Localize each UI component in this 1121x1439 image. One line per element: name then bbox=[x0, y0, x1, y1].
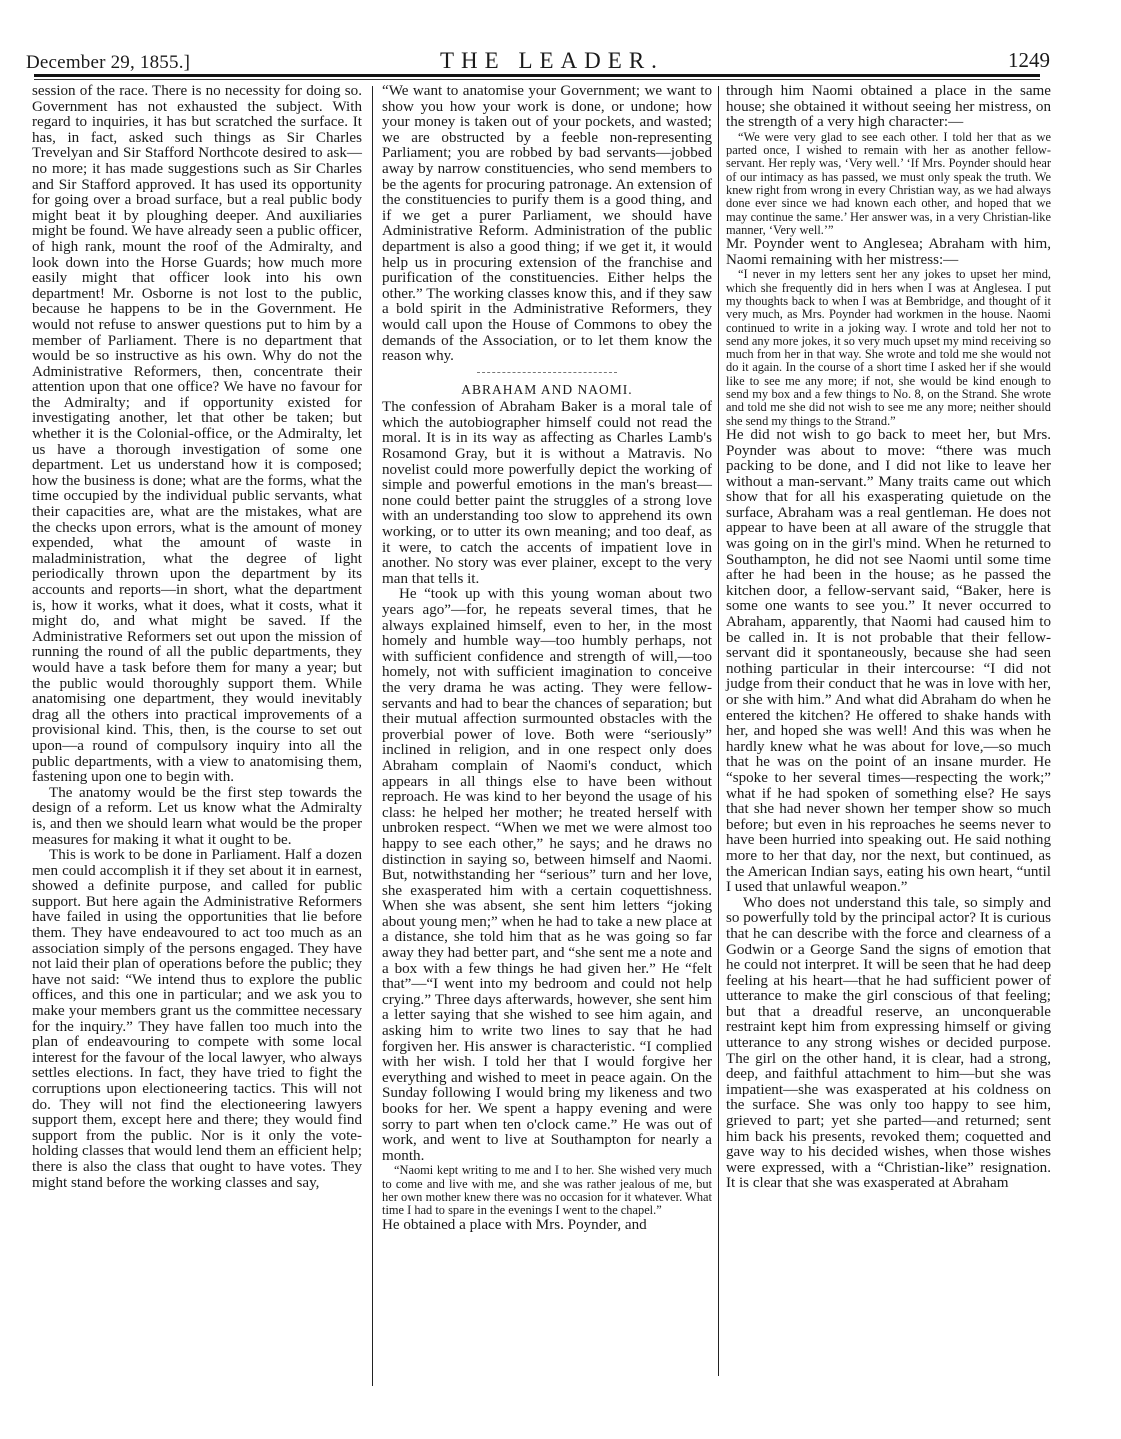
header-rule-thin bbox=[34, 79, 1040, 80]
article-paragraph: session of the race. There is no necessity for doing so. Government has not exhausted the subject. With regard to inquiries, it has but scratched the surface. It has, in fact, asked such things as Sir Charles Trevelyan and Sir Stafford Northcote desired to ask—no more; it has made suggestions such as Sir Charles and Sir Stafford approved. It has used its opportunity for going over a broad surface, but a real public body might beat it by ploughing deeper. And auxiliaries might be found. We have already seen a public officer, of high rank, mount the roof of the Admiralty, and look down into the Horse Guards; how much more easily might that officer look into his own department! Mr. Osborne is not lost to the public, because he happens to be in the Government. He would not refuse to answer questions put to him by a member of Parliament. There is no department that would be so instructive as his own. Why do not the Administrative Reformers, then, concentrate their attention upon that one office? We have no favour for the Admiralty; and if opportunity existed for investigating another, let that other be taken; but whether it is the Colonial-office, or the Admiralty, let us have a thorough investigation of some one department. Let us understand how it is composed; how the business is done; what are the forms, what the time occupied by the individual public servants, what their capacities are, what are the mistakes, what are the checks upon errors, what is the amount of money expended, what the amount of waste in maladministration, what the degree of light periodically thrown upon the department by its accounts and reports—in short, what the department is, how it works, what it does, what it costs, what it might do, and what might be saved. If the Administrative Reformers set out upon the mission of running the round of all the public departments, they would have a task before them for many a year; but the public would thoroughly support them. While anatomising one department, they would inevitably drag all the others into practical improvements of a provisional kind. This, then, is the course to set out upon—a round of compulsory inquiry into all the public departments, with a view to anatomising them, fastening upon one to begin with. bbox=[32, 83, 362, 786]
block-quote: “We were very glad to see each other. I told her that as we parted once, I wished to remain with her as another fellow-servant. Her reply was, ‘Very well.’ ‘If Mrs. Poynder should hear of our intimacy as has passed, we must only speak the truth. We knew right from wrong in every Christian way, as we had always done ever since we had known each other, and hoped that we may continue the same.’ Her answer was, in a very Christian-like manner, ‘Very well.’” bbox=[726, 129, 1051, 237]
block-quote: “I never in my letters sent her any jokes to upset her mind, which she frequently did in hers when I was at Anglesea. I put my thoughts back to when I was at Bembridge, and thought of it very much, as Mrs. Poynder had workmen in the house. Naomi continued to write in a joking way. I wrote and told her not to send any more jokes, it so very much upset my mind receiving so much from her in that way. She wrote and told me she would not do it again. In the course of a short time I asked her if she would like to see me any more; if not, she would be kind enough to send my box and a few things to No. 8, on the Strand. She wrote and told me she did not wish to see me any more; neither should she send my things to the Strand.” bbox=[726, 267, 1051, 428]
section-heading: ABRAHAM AND NAOMI. bbox=[461, 381, 633, 397]
column-1 bbox=[32, 84, 362, 1191]
article-paragraph: “We want to anatomise your Government; we want to show you how your work is done, or undone; how your money is taken out of your pockets, and wasted; we are obstructed by a feeble non-representing Parliament; you are robbed by bad servants—jobbed away by narrow constituencies, who send members to be the agents for procuring patronage. An extension of the constituencies to purify them is a good thing, and if we get a purer Parliament, we should have Administrative Reform. Administration of the public department is also a good thing; if we get it, it would help us in procuring extension of the franchise and purification of the constituencies. Either helps the other.” The working classes know this, and if they saw a bold spirit in the Administrative Reformers, they would call upon the House of Commons to obey the demands of the Association, or to let them know the reason why. bbox=[382, 83, 712, 365]
column-divider bbox=[718, 86, 719, 1376]
article-paragraph: He obtained a place with Mrs. Poynder, and bbox=[382, 1216, 647, 1233]
header-rule bbox=[34, 74, 1040, 77]
article-paragraph: He did not wish to go back to meet her, but Mrs. Poynder was about to move: “there was much packing to be done, and I did not like to leave her without a man-servant.” Many traits came out which show that for all his exasperating quietude on the surface, Abraham was a real gentleman. He does not appear to have been at all aware of the struggle that was going on in the girl's mind. When he returned to Southampton, he did not see Naomi until some time after he had been in the house; as he passed the kitchen door, a fellow-servant said, “Baker, here is some one wants to see you.” It never occurred to Abraham, apparently, that Naomi had caused him to be called in. It is not probable that their fellow-servant did it spontaneously, because she had seen nothing particular in their intercourse: “I did not judge from their conduct that he was in love with her, or she with him.” And what did Abraham do when he entered the kitchen? He offered to shake hands with her, and hoped she was well! And this was when he hardly knew what he was about for love,—so much that he was on the point of an insane murder. He “spoke to her several times—respecting the work;” what if he had spoken of something else? He says that she had never shown her temper show so much before; but even in his reproaches he seems never to have been hurried into speaking out. He said nothing more to her that day, nor the next, but continued, as the American Indian says, eating his own heart, “until I used that unlawful weapon.” bbox=[726, 426, 1051, 896]
column-divider bbox=[372, 86, 373, 1386]
article-paragraph: The anatomy would be the first step towards the design of a reform. Let us know what the Admiralty is, and then we should learn what would be the proper measures for making it what it ought to be. bbox=[32, 784, 362, 848]
article-paragraph: The confession of Abraham Baker is a moral tale of which the autobiographer himself could not read the moral. It is in its way as affecting as Charles Lamb's Rosamond Gray, but it is without a Matravis. No novelist could more powerfully depict the working of simple and powerful emotions in the man's breast—none could better paint the struggles of a strong love with an understanding too slow to apprehend its own working, or to utter its own meaning; and too deaf, as it were, to catch the accents of impatient love in another. No story was ever plainer, except to the very man that tells it. bbox=[382, 399, 712, 587]
page-number: 1249 bbox=[1008, 48, 1050, 72]
article-paragraph: Mr. Poynder went to Anglesea; Abraham with him, Naomi remaining with her mistress:— bbox=[726, 236, 1051, 268]
newspaper-title: THE LEADER. bbox=[440, 48, 664, 73]
column-2 bbox=[382, 84, 712, 1233]
block-quote: “Naomi kept writing to me and I to her. She wished very much to come and live with me, and she was rather jealous of me, but her own mother knew there was no occasion for it whatever. What time I had to spare in the evenings I went to the chapel.” bbox=[382, 1163, 712, 1218]
section-separator bbox=[477, 372, 617, 374]
article-paragraph: through him Naomi obtained a place in the same house; she obtained it without seeing her mistress, on the strength of a very high character:— bbox=[726, 83, 1051, 131]
article-paragraph: Who does not understand this tale, so simply and so powerfully told by the principal actor? It is curious that he can describe with the force and clearness of a Godwin or a George Sand the signs of emotion that he could not interpret. It will be seen that he had deep feeling at his heart—that he had sufficient power of utterance to make the girl conscious of that feeling; but that a dreadful reserve, an unconquerable restraint kept him from expressing himself or giving utterance to any strong wishes or decided purpose. The girl on the other hand, it is clear, had a strong, deep, and faithful attachment to him—but she was impatient—she was exasperated at his coldness on the surface. She was only too happy to see him, grieved to part; yet she parted—and returned; sent him back his presents, revoked them; coquetted and gave way to his decided wishes, when those wishes were expressed, with a “Christian-like” resignation. It is clear that she was exasperated at Abraham bbox=[726, 894, 1051, 1192]
masthead bbox=[20, 48, 1060, 74]
column-3 bbox=[726, 84, 1051, 1192]
article-paragraph: He “took up with this young woman about two years ago”—for, he repeats several times, that he always explained himself, even to her, in the most homely and humble way—too humbly perhaps, not with sufficient confidence and strength of will,—too homely, not with sufficient imagination to conceive the very drama he was acting. They were fellow-servants and had to bear the chances of separation; but their mutual affection surmounted obstacles with the proverbial power of love. Both were “seriously” inclined in religion, and in one respect only does Abraham complain of Naomi's conduct, which appears in all things else to have been without reproach. He was kind to her beyond the usage of his class: he helped her mother; he treated herself with unbroken respect. “When we met we were almost too happy to see each other,” he says; and he draws no distinction in saying so, between himself and Naomi. But, notwithstanding her “serious” turn and her love, she exasperated him with a certain coquettishness. When she was absent, she sent him letters “joking about young men;” when he had to take a new place at a distance, she told him that as he was going so far away they had better part, and “she sent me a note and a box with a few things he had given her.” He “felt that”—“I went into my bedroom and could not help crying.” Three days afterwards, however, she sent him a letter saying that she wished to see him again, and asking him to write two lines to say that he had forgiven her. His answer is characteristic. “I complied with her wish. I told her that I would forgive her everything and wished to meet in peace again. On the Sunday following I would bring my likeness and two books for her. We spent a happy evening and were sorry to part when ten o'clock came.” He was out of work, and went to live at Southampton for nearly a month. bbox=[382, 586, 712, 1164]
issue-date: December 29, 1855.] bbox=[26, 52, 191, 73]
article-paragraph: This is work to be done in Parliament. Half a dozen men could accomplish it if they set about it in earnest, showed a definite purpose, and called for public support. But here again the Administrative Reformers have failed in using the opportunities that lie before them. They have endeavoured to act too much as an association simply of the persons engaged. They have not laid their plan of operations before the public; they have not said: “We intend thus to explore the public offices, and this one in particular; and we ask you to make your members grant us the committee necessary for the inquiry.” They have fallen too much into the plan of endeavouring to compete with some local interest for the favour of the local lawyer, who always settles elections. In fact, they have tried to fight the corruptions upon electioneering tactics. This will not do. They will not find the electioneering lawyers support them, except here and there; they would find support from the public. Nor is it only the vote-holding classes that would lend them an efficient help; there is also the class that ought to have votes. They might stand before the working classes and say, bbox=[32, 847, 362, 1191]
